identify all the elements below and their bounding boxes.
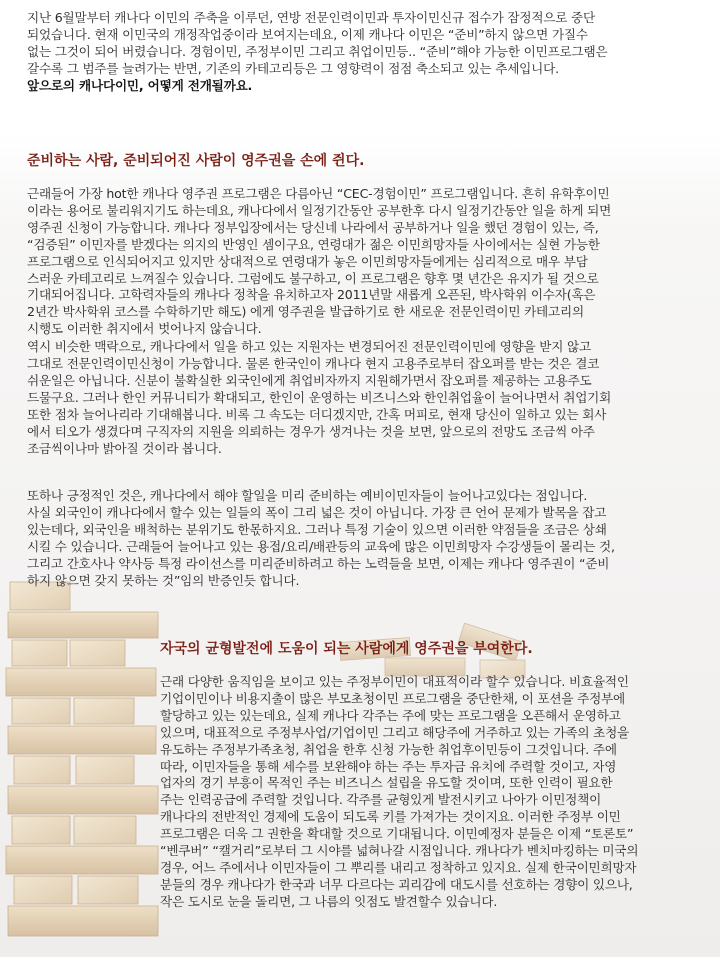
section3-body	[160, 674, 716, 911]
section3-paragraph-1: 근래 다양한 움직임을 보이고 있는 주정부이민이 대표적이라 할수 있습니다. 비효율적인 기업이민이나 비용지출이 많은 부모초청이민 프로그램을 중단한채, 이 포션을 주정부에 할당하고 있는 있는데요, 실제 캐나다 각주는 주에 맞는 프로그램을 오픈해서 운영하고 있으며, 대표적으로 주정부사업/기업이민 그리고 해당주에 거주하고 있는 가족의 초청을 유도하는 주정부가족초청, 취업을 한후 신청 가능한 취업후이민등이 그것입니다. 주에 따라, 이민자들을 통해 세수를 보완해야 하는 주는 투자금 유치에 주력할 것이고, 자영 업자의 경기 부흥이 목적인 주는 비즈니스 설립을 유도할 것이며, 또한 인력이 필요한 주는 인력공급에 주력할 것입니다. 각주를 균형있게 발전시키고 나아가 이민정책이 캐나다의 전반적인 경제에 도움이 되도록 키를 가져가는 것이지요. 이러한 주정부 이민 프로그램은 더욱 그 권한을 확대할 것으로 기대됩니다. 이민예정자 분들은 이제 “토론토” “벤쿠버” “캘거리”로부터 그 시야를 넓혀나갈 시점입니다. 캐나다가 벤치마킹하는 미국의 경우, 어느 주에서나 이민자들이 그 뿌리를 내리고 정착하고 있지요. 실제 한국이민희망자 분들의 경우 캐나다가 한국과 너무 다르다는 괴리감에 대도시를 선호하는 경향이 있으나, 작은 도시로 눈을 돌리면, 그 나름의 잇점도 발견할수 있습니다.	[160, 674, 639, 909]
section1-paragraph-2: 역시 비슷한 맥락으로, 캐나다에서 일을 하고 있는 지원자는 변경되어진 전문인력이민에 영향을 받지 않고 그대로 전문인력이민신청이 가능합니다. 물론 한국인이 캐나다 현지 고용주로부터 잡오퍼를 받는 것은 결코 쉬운일은 아닙니다. 신분이 불확실한 외국인에게 취업비자까지 지원해가면서 잡오퍼를 제공하는 고용주도 드물구요. 그러나 한인 커뮤니티가 확대되고, 한인이 운영하는 비즈니스와 한인취업율이 늘어나면서 취업기회 또한 점차 늘어나리라 기대해봅니다. 비록 그 속도는 더디겠지만, 간혹 머피로, 현재 당신이 일하고 있는 회사 에서 티오가 생겼다며 구직자의 지원을 의뢰하는 경우가 생겨나는 것을 보면, 앞으로의 전망도 조금씩 아주 조금씩이나마 밝아질 것이라 봅니다.	[27, 339, 612, 456]
section3-heading: 자국의 균형발전에 도움이 되는 사람에게 영주권을 부여한다.	[160, 641, 533, 657]
section2-paragraph-1: 또하나 긍정적인 것은, 캐나다에서 해야 할일을 미리 준비하는 예비이민자들이 늘어나고있다는 점입니다. 사실 외국인이 캐나다에서 할수 있는 일들의 폭이 그리 넓은 것이 아닙니다. 가장 큰 언어 문제가 발목을 잡고 있는데다, 외국인을 배척하는 분위기도 한몫하지요. 그러나 특정 기술이 있으면 이러한 약점들을 조금은 상쇄 시킬 수 있습니다. 근래들어 늘어나고 있는 용접/요리/배관등의 교육에 많은 이민희망자 수강생들이 몰리는 것, 그리고 간호사나 약사등 특정 라이선스를 미리준비하려고 하는 노력들을 보면, 이제는 캐나다 영주권이 “준비 하지 않으면 갖지 못하는 것”임의 반증인듯 합니다.	[27, 488, 615, 588]
intro-section	[27, 10, 707, 95]
intro-lead: 앞으로의 캐나다이민, 어떻게 전개될까요.	[27, 77, 253, 93]
section1-paragraph-1: 근래들어 가장 hot한 캐나다 영주권 프로그램은 다름아닌 “CEC-경험이민” 프로그램입니다. 흔히 유학후이민 이라는 용어로 불리워지기도 하는데요, 캐나다에서 일정기간동안 공부한후 다시 일정기간동안 일을 하게 되면 영주권 신청이 가능합니다. 캐나다 정부입장에서는 당신네 나라에서 공부하거나 일을 했던 경험이 있는, 즉, “검증된” 이민자를 받겠다는 의지의 반영인 셈이구요, 연령대가 젊은 이민희망자들 사이에서는 실현 가능한 프로그램으로 인식되어지고 있지만 상대적으로 연령대가 놓은 이민희망자들에게는 심리적으로 매우 부담 스러운 카테고리로 느껴질수 있습니다. 그럼에도 불구하고, 이 프로그램은 향후 몇 년간은 유지가 될 것으로 기대되어집니다. 고학력자들의 캐나다 정착을 유치하고자 2011년말 새롭게 오픈된, 박사학위 이수자(혹은 2년간 박사학위 코스를 수학하기만 해도) 에게 영주권을 발급하기로 한 새로운 전문인력이민 카테고리의 시행도 이러한 취지에서 벗어나지 않습니다.	[27, 186, 612, 337]
section1-heading: 준비하는 사람, 준비되어진 사람이 영주권을 손에 쥔다.	[27, 153, 365, 169]
section1-body	[27, 186, 712, 458]
section2-body	[27, 488, 712, 589]
intro-paragraph: 지난 6월말부터 캐나다 이민의 주축을 이루던, 연방 전문인력이민과 투자이민신규 접수가 잠정적으로 중단 되었습니다. 현재 이민국의 개정작업중이라 보여지는데요, 이제 캐나다 이민은 “준비”하지 않으면 가질수 없는 그것이 되어 버렸습니다. 경험이민, 주정부이민 그리고 취업이민등.. “준비”해야 가능한 이민프로그램은 갈수록 그 범주를 늘려가는 반면, 기존의 카테고리등은 그 영향력이 점점 축소되고 있는 추세입니다.	[27, 10, 608, 76]
